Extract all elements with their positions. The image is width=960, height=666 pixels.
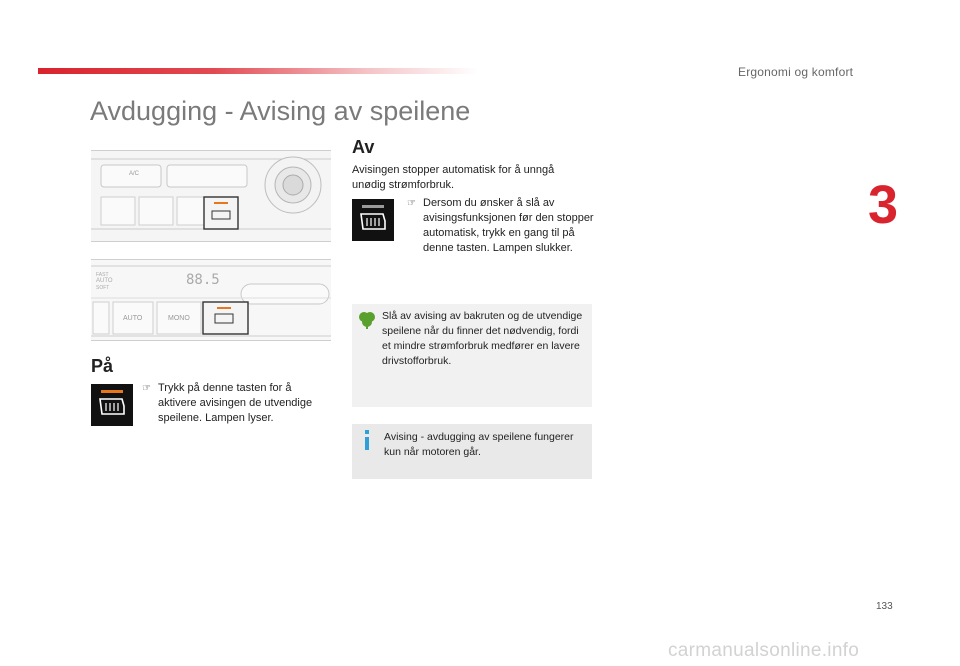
off-bullet [407,196,595,256]
climate-panel-drawing [91,151,331,241]
led-indicator-on [101,390,123,393]
bullet-arrow-icon: ☞ [407,198,416,209]
header-accent-bar [38,68,478,74]
mirror-defrost-icon [98,396,126,420]
mirror-defrost-icon [359,211,387,235]
off-intro: Avisingen stopper automatisk for å unngå unødig strømforbruk. [352,164,555,191]
page-number: 133 [876,601,893,612]
on-bullet [142,381,324,426]
page-title: Avdugging - Avising av speilene [90,96,471,126]
mono-button-label: MONO [168,315,190,322]
led-indicator-off [362,205,384,208]
eco-note-text: Slå av avising av bakruten og de utvendige speilene når du finner det nødvendig, fordi et mindre strømforbruk medfører en lavere drivstofforbruk. [382,310,583,367]
watermark: carmanualsonline.info [668,640,860,661]
display-readout: 88.5 [186,272,220,288]
chapter-number: 3 [868,175,899,235]
info-icon [362,430,372,452]
mirror-defrost-button-on [91,384,133,426]
eco-note-panel [352,304,592,407]
on-bullet-text: Trykk på denne tasten for å aktivere avisingen de utvendige speilene. Lampen lyser. [158,382,313,424]
on-heading: På [91,356,114,376]
info-note-panel [352,424,592,479]
off-bullet-text: Dersom du ønsker å slå av avisingsfunksjonen før den stopper automatisk, trykk en gang til på denne tasten. Lampen slukker. [423,197,594,254]
climate-panel-illustration-bottom [91,259,331,341]
mirror-defrost-button-off [352,199,394,241]
fast-label: FAST [96,272,109,278]
section-header: Ergonomi og komfort [738,65,854,79]
auto-label: AUTO [96,278,113,284]
soft-label: SOFT [96,285,110,291]
bullet-arrow-icon: ☞ [142,383,151,394]
off-heading: Av [352,137,375,157]
climate-panel-illustration-top [91,150,331,242]
ac-label: A/C [129,171,140,177]
info-note-text: Avising - avdugging av speilene fungerer kun når motoren går. [384,431,574,458]
leaf-icon [358,310,376,330]
auto-button-label: AUTO [123,315,143,322]
